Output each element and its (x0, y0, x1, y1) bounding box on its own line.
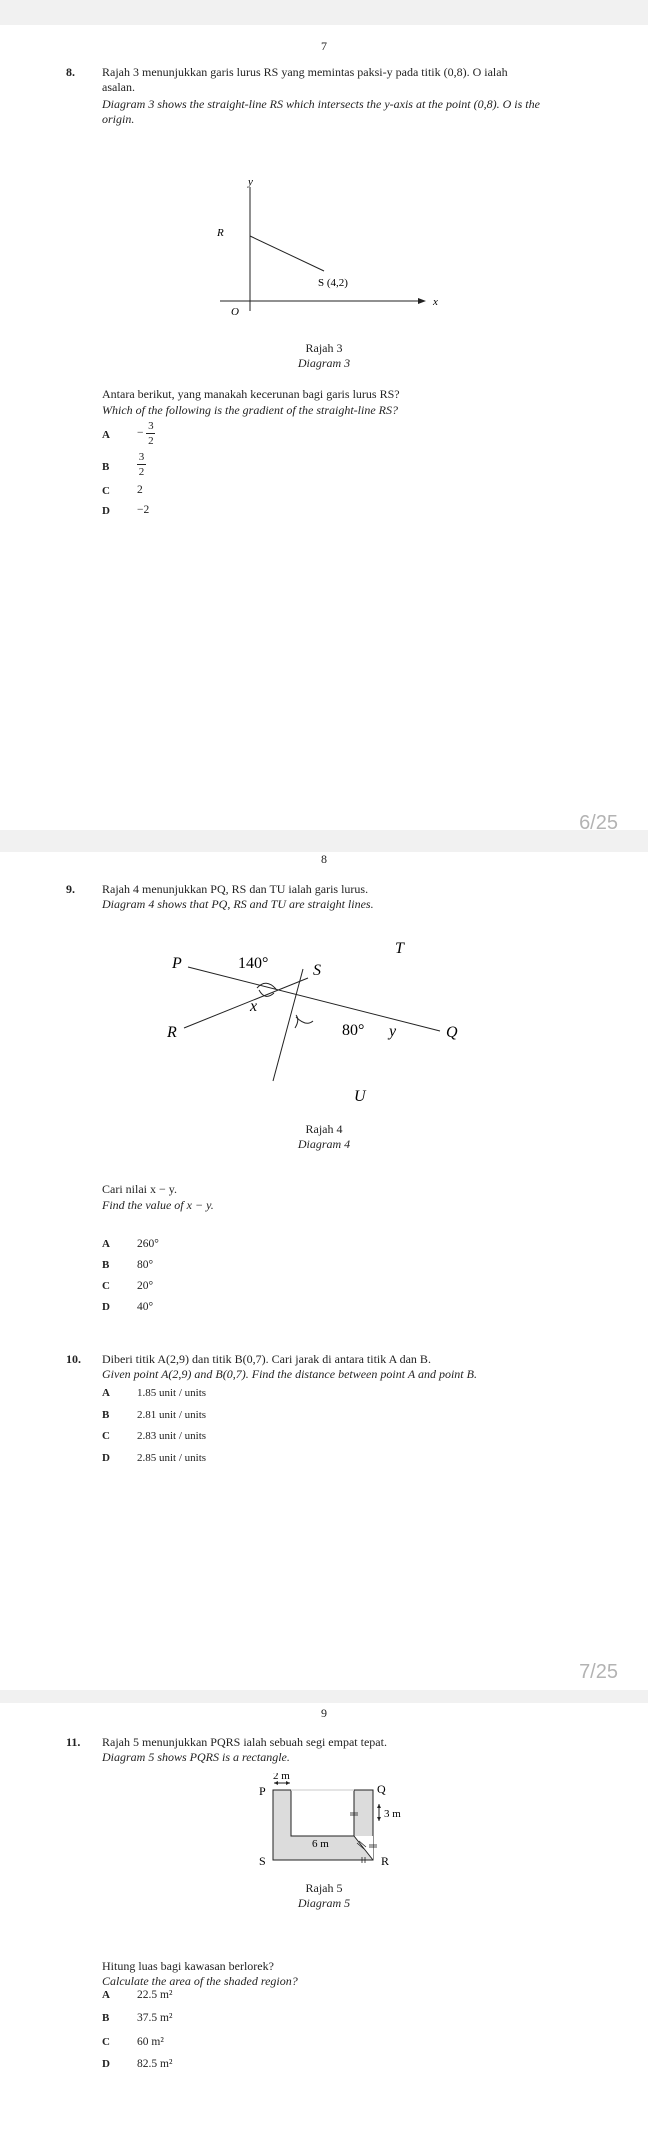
minus-sign: − (137, 427, 144, 440)
question-number: 10. (66, 1352, 81, 1366)
diagram-caption (0, 1881, 648, 1911)
page-number: 8 (321, 852, 327, 866)
option-letter[interactable]: C (102, 2036, 110, 2048)
origin-label: O (231, 306, 239, 318)
angle-140-label: 140° (238, 955, 269, 972)
point-r-label: R (381, 1854, 390, 1868)
point-q-label: Q (446, 1024, 458, 1041)
line-rs (250, 236, 324, 271)
prompt-malay: Cari nilai x − y. (102, 1182, 177, 1196)
option-letter[interactable]: B (102, 461, 110, 473)
option-b-value[interactable]: 80° (137, 1259, 154, 1271)
dim-3m-label: 3 m (384, 1808, 401, 1820)
option-a-value[interactable]: 22.5 m² (137, 1989, 173, 2001)
question-text-malay: Rajah 5 menunjukkan PQRS ialah sebuah segi empat tepat. (102, 1735, 387, 1749)
prompt-malay: Hitung luas bagi kawasan berlorek? (102, 1959, 274, 1973)
angle-y-label: y (389, 1023, 397, 1040)
option-letter[interactable]: B (102, 1259, 110, 1271)
question-text-english: Diagram 5 shows PQRS is a rectangle. (102, 1750, 290, 1764)
option-d-value[interactable]: 82.5 m² (137, 2058, 173, 2070)
page-8 (0, 852, 648, 1690)
caption-english: Diagram 3 (297, 356, 351, 370)
question-text-english: Diagram 4 shows that PQ, RS and TU are straight lines. (102, 897, 374, 911)
diagram-3 (190, 165, 460, 335)
angle-80-label: 80° (342, 1022, 365, 1039)
x-axis-label: x (433, 296, 438, 308)
option-letter[interactable]: B (102, 1409, 110, 1421)
question-number: 9. (66, 882, 75, 896)
page-indicator: 6/25 (579, 812, 618, 834)
point-r-label: R (167, 1024, 177, 1041)
numerator: 3 (148, 420, 154, 432)
denominator: 2 (138, 466, 145, 478)
point-t-label: T (395, 940, 404, 957)
numerator: 3 (138, 451, 145, 463)
option-letter[interactable]: A (102, 429, 110, 441)
question-number: 8. (66, 65, 75, 79)
y-axis-label: y (248, 176, 253, 188)
option-b-value[interactable]: 2.81 unit / units (137, 1409, 207, 1421)
question-text-malay: Rajah 4 menunjukkan PQ, RS dan TU ialah garis lurus. (102, 882, 369, 896)
option-b-value[interactable] (137, 451, 146, 478)
fraction (137, 451, 146, 478)
fraction (146, 420, 155, 447)
option-letter[interactable]: C (102, 1430, 110, 1442)
caption-english: Diagram 5 (297, 1896, 351, 1910)
angle-arc-x (259, 990, 274, 996)
point-r-label: R (217, 227, 224, 239)
dim-2m-label: 2 m (273, 1773, 290, 1782)
option-letter[interactable]: D (102, 1452, 110, 1464)
page-9 (0, 1703, 648, 2144)
point-u-label: U (354, 1088, 366, 1105)
option-d-value[interactable]: −2 (137, 504, 150, 516)
diagram-4 (150, 925, 490, 1105)
diagram-5 (250, 1773, 420, 1888)
prompt-english: Find the value of x − y. (102, 1198, 214, 1212)
prompt-english: Calculate the area of the shaded region? (102, 1974, 298, 1988)
question-text-malay: Diberi titik A(2,9) dan titik B(0,7). Cari jarak di antara titik A dan B. (102, 1352, 431, 1366)
point-s-label: S (313, 962, 321, 979)
caption-malay: Rajah 4 (305, 1122, 343, 1136)
point-s-label: S (259, 1854, 266, 1868)
option-letter[interactable]: C (102, 1280, 110, 1292)
angle-x-label: x (250, 998, 258, 1015)
point-p-label: P (259, 1784, 266, 1798)
option-a-value[interactable]: 1.85 unit / units (137, 1387, 207, 1399)
option-letter[interactable]: C (102, 485, 110, 497)
option-letter[interactable]: D (102, 1301, 110, 1313)
option-d-value[interactable]: 2.85 unit / units (137, 1452, 207, 1464)
point-s-label: S (4,2) (318, 277, 348, 289)
diagram-caption (0, 1122, 648, 1152)
option-b-value[interactable]: 37.5 m² (137, 2012, 173, 2024)
caption-english: Diagram 4 (297, 1137, 351, 1151)
page-indicator: 7/25 (579, 1661, 618, 1683)
option-a-value[interactable]: 260° (137, 1238, 159, 1250)
option-letter[interactable]: B (102, 2012, 110, 2024)
caption-malay: Rajah 5 (305, 1881, 343, 1895)
option-d-value[interactable]: 40° (137, 1301, 154, 1313)
option-c-value[interactable]: 20° (137, 1280, 154, 1292)
option-a-value[interactable] (137, 420, 155, 447)
option-letter[interactable]: A (102, 1238, 110, 1250)
question-number: 11. (66, 1735, 81, 1749)
caption-malay: Rajah 3 (305, 341, 343, 355)
point-p-label: P (172, 955, 182, 972)
option-c-value[interactable]: 60 m² (137, 2036, 164, 2048)
option-letter[interactable]: D (102, 2058, 110, 2070)
option-c-value[interactable]: 2.83 unit / units (137, 1430, 207, 1442)
question-text-malay: Rajah 3 menunjukkan garis lurus RS yang memintas paksi-y pada titik (0,8). O ialah asalan. (102, 65, 508, 94)
option-c-value[interactable]: 2 (137, 484, 143, 496)
prompt-malay: Antara berikut, yang manakah kecerunan bagi garis lurus RS? (102, 387, 400, 401)
angle-arc-y (296, 1017, 313, 1023)
dim-6m-label: 6 m (312, 1838, 329, 1850)
page-7 (0, 25, 648, 830)
option-letter[interactable]: D (102, 505, 110, 517)
x-axis-arrow (418, 298, 426, 304)
inner-unshaded (291, 1790, 354, 1836)
denominator: 2 (148, 435, 154, 447)
point-q-label: Q (377, 1782, 386, 1796)
diagram-caption (0, 341, 648, 371)
question-text-english: Given point A(2,9) and B(0,7). Find the distance between point A and point B. (102, 1367, 477, 1381)
page-number: 9 (321, 1706, 327, 1720)
prompt-english: Which of the following is the gradient of the straight-line RS? (102, 403, 398, 417)
question-text-english: Diagram 3 shows the straight-line RS which intersects the y-axis at the point (0,8). O is the origin. (102, 97, 540, 126)
option-letter[interactable]: A (102, 1387, 110, 1399)
page-number: 7 (321, 39, 327, 53)
option-letter[interactable]: A (102, 1989, 110, 2001)
